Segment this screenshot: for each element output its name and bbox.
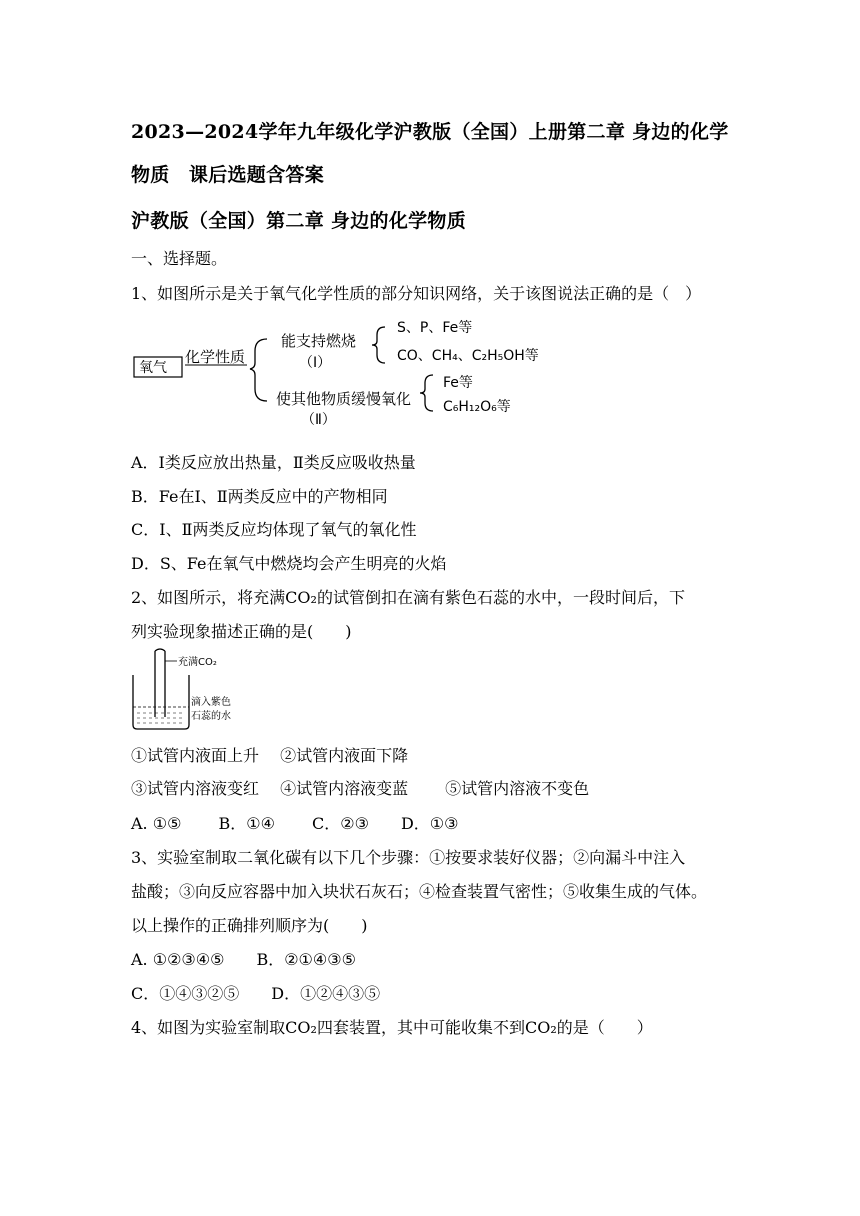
branch-2-number: （Ⅱ） [301, 412, 336, 425]
question-2-options: A. ①⑤ B．①④ C．②③ D．①③ [131, 814, 459, 833]
co2-label: 充满CO₂ [178, 657, 217, 668]
question-2-observations-2: ③试管内溶液变红 ④试管内溶液变蓝 ⑤试管内溶液不变色 [131, 779, 590, 798]
oxygen-box-label: 氧气 [139, 360, 167, 376]
question-3-stem-line-2: 盐酸；③向反应容器中加入块状石灰石；④检查装置气密性；⑤收集生成的气体。 [131, 882, 708, 901]
leaf-1b: CO、CH₄、C₂H₅OH等 [397, 348, 539, 364]
leaf-2a: Fe等 [443, 375, 473, 391]
question-1-option-d: D．S、Fe在氧气中燃烧均会产生明亮的火焰 [131, 554, 447, 573]
question-1-option-a: A．Ⅰ类反应放出热量，Ⅱ类反应吸收热量 [131, 453, 416, 472]
question-3-stem-line-1: 3、实验室制取二氧化碳有以下几个步骤：①按要求装好仪器；②向漏斗中注入 [131, 848, 686, 867]
co2-test-tube-diagram [129, 647, 259, 731]
branch-1-label: 能支持燃烧 [281, 332, 357, 350]
branch-2-label: 使其他物质缓慢氧化 [276, 390, 412, 408]
chemical-properties-label: 化学性质 [185, 348, 246, 366]
question-2-stem-line-2: 列实验现象描述正确的是( ) [131, 622, 352, 641]
question-3-stem-line-3: 以上操作的正确排列顺序为( ) [131, 916, 368, 935]
question-2-stem-line-1: 2、如图所示，将充满CO₂的试管倒扣在滴有紫色石蕊的水中，一段时间后，下 [131, 588, 685, 607]
litmus-label-2: 石蕊的水 [191, 711, 231, 722]
main-brace [250, 339, 267, 401]
question-3-options-2: C．①④③②⑤ D．①②④③⑤ [131, 984, 381, 1003]
question-1-option-b: B．Fe在Ⅰ、Ⅱ两类反应中的产物相同 [131, 487, 388, 506]
branch-2-brace [420, 375, 433, 411]
document-title-line-2: 物质 课后选题含答案 [131, 164, 325, 186]
question-4-stem: 4、如图为实验室制取CO₂四套装置，其中可能收集不到CO₂的是（ ） [131, 1018, 653, 1037]
oxygen-properties-diagram [131, 315, 561, 425]
litmus-label-1: 滴入紫色 [191, 697, 231, 708]
document-title-line-1: 2023—2024学年九年级化学沪教版（全国）上册第二章 身边的化学 [131, 121, 729, 143]
question-2-observations-1: ①试管内液面上升 ②试管内液面下降 [131, 746, 409, 765]
leaf-1a: S、P、Fe等 [397, 320, 473, 336]
question-3-options-1: A. ①②③④⑤ B．②①④③⑤ [131, 950, 356, 969]
leaf-2b: C₆H₁₂O₆等 [443, 399, 511, 415]
beaker [133, 675, 189, 729]
question-1-stem: 1、如图所示是关于氧气化学性质的部分知识网络，关于该图说法正确的是（ ） [131, 284, 702, 303]
document-subtitle: 沪教版（全国）第二章 身边的化学物质 [131, 210, 467, 232]
branch-1-number: （Ⅰ） [299, 355, 332, 371]
question-1-option-c: C．Ⅰ、Ⅱ两类反应均体现了氧气的氧化性 [131, 520, 417, 539]
section-heading: 一、选择题。 [131, 249, 228, 268]
branch-1-brace [372, 327, 385, 363]
